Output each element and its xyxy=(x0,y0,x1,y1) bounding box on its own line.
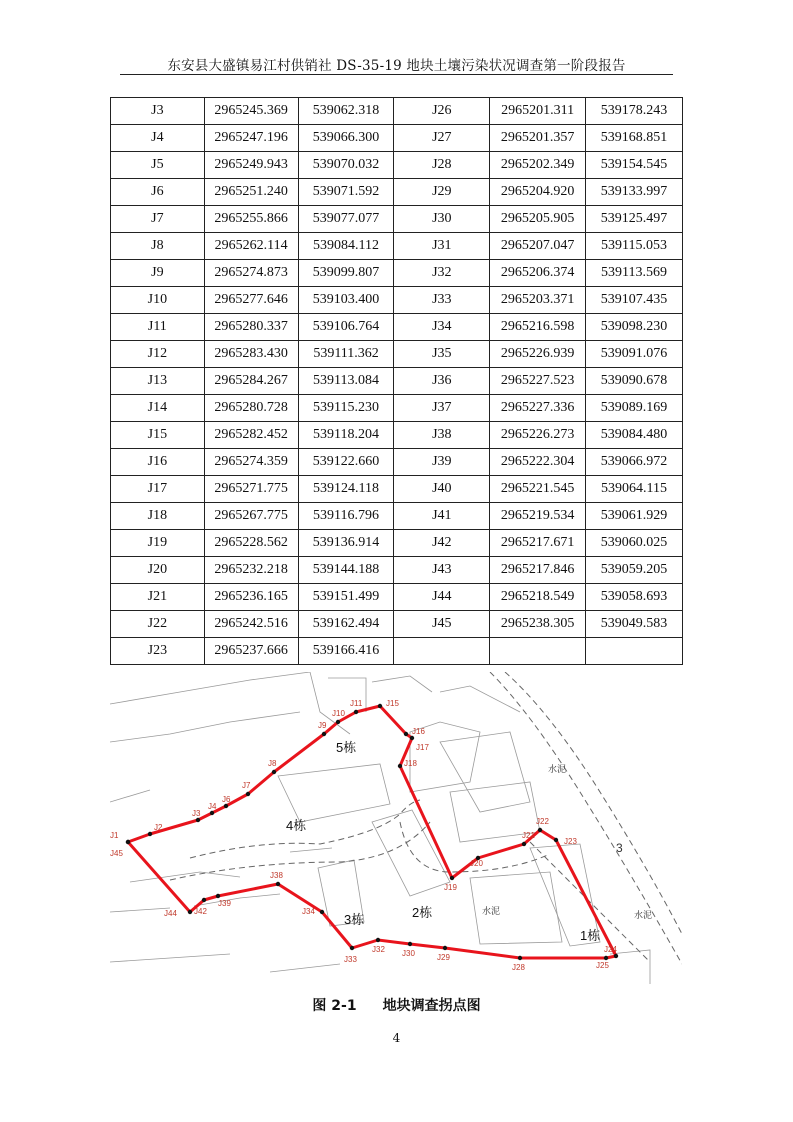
table-row xyxy=(111,476,683,503)
point-id-cell: J34 xyxy=(394,314,490,341)
boundary-point-j17 xyxy=(410,736,414,740)
y-coordinate-cell: 539115.230 xyxy=(298,395,394,422)
y-coordinate-cell: 539144.188 xyxy=(298,557,394,584)
building-label-4: 4栋 xyxy=(286,818,307,833)
y-coordinate-cell: 539071.592 xyxy=(298,179,394,206)
point-label-j29: J29 xyxy=(437,953,450,962)
point-id-cell: J29 xyxy=(394,179,490,206)
map-label-cement-3: 水泥 xyxy=(634,910,653,920)
point-label-j39: J39 xyxy=(218,899,231,908)
point-label-j6: J6 xyxy=(222,795,231,804)
point-label-j2: J2 xyxy=(154,823,163,832)
x-coordinate-cell: 2965267.775 xyxy=(204,503,298,530)
boundary-point-j22 xyxy=(538,828,542,832)
point-id-cell: J5 xyxy=(111,152,205,179)
x-coordinate-cell: 2965202.349 xyxy=(490,152,586,179)
x-coordinate-cell: 2965277.646 xyxy=(204,287,298,314)
point-id-cell: J43 xyxy=(394,557,490,584)
boundary-point-j39 xyxy=(216,894,220,898)
map-label-number: 3 xyxy=(616,841,623,855)
y-coordinate-cell: 539084.112 xyxy=(298,233,394,260)
table-row xyxy=(111,449,683,476)
point-id-cell: J30 xyxy=(394,206,490,233)
x-coordinate-cell: 2965203.371 xyxy=(490,287,586,314)
x-coordinate-cell: 2965227.336 xyxy=(490,395,586,422)
y-coordinate-cell: 539111.362 xyxy=(298,341,394,368)
boundary-point-j45 xyxy=(126,840,130,844)
y-coordinate-cell: 539122.660 xyxy=(298,449,394,476)
y-coordinate-cell: 539168.851 xyxy=(586,125,683,152)
building-label-3: 3栋 xyxy=(344,912,365,927)
point-label-j24: J24 xyxy=(604,945,617,954)
x-coordinate-cell: 2965280.728 xyxy=(204,395,298,422)
x-coordinate-cell: 2965217.671 xyxy=(490,530,586,557)
point-id-cell: J32 xyxy=(394,260,490,287)
point-label-j21: J21 xyxy=(522,831,535,840)
point-id-cell: J37 xyxy=(394,395,490,422)
y-coordinate-cell: 539125.497 xyxy=(586,206,683,233)
y-coordinate-cell: 539178.243 xyxy=(586,98,683,125)
y-coordinate-cell: 539116.796 xyxy=(298,503,394,530)
table-row xyxy=(111,287,683,314)
point-label-j16: J16 xyxy=(412,727,425,736)
boundary-point-j32 xyxy=(376,938,380,942)
point-label-j18: J18 xyxy=(404,759,417,768)
point-id-cell: J19 xyxy=(111,530,205,557)
point-id-cell: J22 xyxy=(111,611,205,638)
x-coordinate-cell: 2965221.545 xyxy=(490,476,586,503)
x-coordinate-cell: 2965226.939 xyxy=(490,341,586,368)
boundary-point-j6 xyxy=(224,804,228,808)
x-coordinate-cell: 2965205.905 xyxy=(490,206,586,233)
boundary-point-j8 xyxy=(272,770,276,774)
table-row xyxy=(111,530,683,557)
boundary-point-j34 xyxy=(320,910,324,914)
point-id-cell: J42 xyxy=(394,530,490,557)
boundary-point-j23 xyxy=(554,838,558,842)
y-coordinate-cell: 539064.115 xyxy=(586,476,683,503)
x-coordinate-cell: 2965201.357 xyxy=(490,125,586,152)
x-coordinate-cell: 2965236.165 xyxy=(204,584,298,611)
point-label-j15: J15 xyxy=(386,699,399,708)
y-coordinate-cell xyxy=(586,638,683,665)
point-id-cell: J3 xyxy=(111,98,205,125)
y-coordinate-cell: 539059.205 xyxy=(586,557,683,584)
boundary-point-j7 xyxy=(246,792,250,796)
y-coordinate-cell: 539107.435 xyxy=(586,287,683,314)
y-coordinate-cell: 539077.077 xyxy=(298,206,394,233)
x-coordinate-cell: 2965274.873 xyxy=(204,260,298,287)
point-label-j7: J7 xyxy=(242,781,251,790)
boundary-point-j16 xyxy=(404,732,408,736)
x-coordinate-cell: 2965206.374 xyxy=(490,260,586,287)
point-label-j42: J42 xyxy=(194,907,207,916)
point-id-cell: J28 xyxy=(394,152,490,179)
point-id-cell: J6 xyxy=(111,179,205,206)
x-coordinate-cell: 2965262.114 xyxy=(204,233,298,260)
y-coordinate-cell: 539115.053 xyxy=(586,233,683,260)
x-coordinate-cell: 2965255.866 xyxy=(204,206,298,233)
point-id-cell: J38 xyxy=(394,422,490,449)
point-id-cell: J21 xyxy=(111,584,205,611)
table-row xyxy=(111,395,683,422)
y-coordinate-cell: 539162.494 xyxy=(298,611,394,638)
boundary-point-j24 xyxy=(614,954,618,958)
point-id-cell: J15 xyxy=(111,422,205,449)
y-coordinate-cell: 539113.084 xyxy=(298,368,394,395)
point-id-cell: J13 xyxy=(111,368,205,395)
x-coordinate-cell: 2965226.273 xyxy=(490,422,586,449)
x-coordinate-cell: 2965227.523 xyxy=(490,368,586,395)
boundary-point-j28 xyxy=(518,956,522,960)
table-row xyxy=(111,233,683,260)
point-id-cell: J12 xyxy=(111,341,205,368)
x-coordinate-cell: 2965237.666 xyxy=(204,638,298,665)
y-coordinate-cell: 539058.693 xyxy=(586,584,683,611)
point-label-j17: J17 xyxy=(416,743,429,752)
x-coordinate-cell: 2965274.359 xyxy=(204,449,298,476)
table-row xyxy=(111,314,683,341)
point-label-j32: J32 xyxy=(372,945,385,954)
y-coordinate-cell: 539066.972 xyxy=(586,449,683,476)
point-label-j30: J30 xyxy=(402,949,415,958)
boundary-point-j29 xyxy=(443,946,447,950)
point-id-cell: J26 xyxy=(394,98,490,125)
point-id-cell: J14 xyxy=(111,395,205,422)
point-label-j22: J22 xyxy=(536,817,549,826)
point-id-cell: J36 xyxy=(394,368,490,395)
point-label-j4: J4 xyxy=(208,802,217,811)
point-id-cell: J4 xyxy=(111,125,205,152)
y-coordinate-cell: 539113.569 xyxy=(586,260,683,287)
boundary-point-j15 xyxy=(378,704,382,708)
point-label-j38: J38 xyxy=(270,871,283,880)
x-coordinate-cell: 2965201.311 xyxy=(490,98,586,125)
page-header: 东安县大盛镇易江村供销社 DS-35-19 地块土壤污染状况调查第一阶段报告 xyxy=(167,58,626,74)
x-coordinate-cell: 2965217.846 xyxy=(490,557,586,584)
x-coordinate-cell: 2965271.775 xyxy=(204,476,298,503)
point-id-cell: J11 xyxy=(111,314,205,341)
point-id-cell: J45 xyxy=(394,611,490,638)
x-coordinate-cell: 2965242.516 xyxy=(204,611,298,638)
boundary-point-j3 xyxy=(196,818,200,822)
x-coordinate-cell: 2965228.562 xyxy=(204,530,298,557)
point-label-j3: J3 xyxy=(192,809,201,818)
point-id-cell: J18 xyxy=(111,503,205,530)
figure-caption xyxy=(0,995,793,1015)
y-coordinate-cell: 539099.807 xyxy=(298,260,394,287)
table-row xyxy=(111,557,683,584)
point-id-cell: J41 xyxy=(394,503,490,530)
boundary-point-j9 xyxy=(322,732,326,736)
map-label-cement-1: 水泥 xyxy=(548,764,567,774)
point-label-j19: J19 xyxy=(444,883,457,892)
table-row xyxy=(111,422,683,449)
x-coordinate-cell: 2965218.549 xyxy=(490,584,586,611)
boundary-point-j18 xyxy=(398,764,402,768)
table-row xyxy=(111,125,683,152)
table-row xyxy=(111,206,683,233)
x-coordinate-cell: 2965249.943 xyxy=(204,152,298,179)
point-id-cell: J9 xyxy=(111,260,205,287)
boundary-points xyxy=(110,699,618,972)
building-label-1: 1栋 xyxy=(580,928,601,943)
boundary-point-j10 xyxy=(336,720,340,724)
point-id-cell: J8 xyxy=(111,233,205,260)
point-id-cell: J16 xyxy=(111,449,205,476)
point-label-j45: J45 xyxy=(110,849,123,858)
y-coordinate-cell: 539084.480 xyxy=(586,422,683,449)
parcel-boundary xyxy=(128,706,616,958)
boundary-point-j33 xyxy=(350,946,354,950)
point-label-j1: J1 xyxy=(110,831,119,840)
point-id-cell: J23 xyxy=(111,638,205,665)
point-label-j8: J8 xyxy=(268,759,277,768)
y-coordinate-cell: 539151.499 xyxy=(298,584,394,611)
header-rule xyxy=(120,74,673,75)
point-id-cell: J31 xyxy=(394,233,490,260)
point-label-j10: J10 xyxy=(332,709,345,718)
x-coordinate-cell: 2965216.598 xyxy=(490,314,586,341)
point-id-cell: J33 xyxy=(394,287,490,314)
x-coordinate-cell: 2965247.196 xyxy=(204,125,298,152)
y-coordinate-cell: 539049.583 xyxy=(586,611,683,638)
y-coordinate-cell: 539066.300 xyxy=(298,125,394,152)
y-coordinate-cell: 539089.169 xyxy=(586,395,683,422)
boundary-point-j30 xyxy=(408,942,412,946)
x-coordinate-cell: 2965284.267 xyxy=(204,368,298,395)
building-label-5: 5栋 xyxy=(336,740,357,755)
y-coordinate-cell: 539118.204 xyxy=(298,422,394,449)
y-coordinate-cell: 539090.678 xyxy=(586,368,683,395)
point-label-j33: J33 xyxy=(344,955,357,964)
y-coordinate-cell: 539060.025 xyxy=(586,530,683,557)
x-coordinate-cell: 2965207.047 xyxy=(490,233,586,260)
point-id-cell: J10 xyxy=(111,287,205,314)
table-row xyxy=(111,152,683,179)
x-coordinate-cell: 2965222.304 xyxy=(490,449,586,476)
coordinate-table xyxy=(110,97,683,665)
table-row xyxy=(111,584,683,611)
boundary-point-j25 xyxy=(604,956,608,960)
point-label-j44: J44 xyxy=(164,909,177,918)
y-coordinate-cell: 539124.118 xyxy=(298,476,394,503)
point-label-j9: J9 xyxy=(318,721,327,730)
point-id-cell xyxy=(394,638,490,665)
x-coordinate-cell: 2965282.452 xyxy=(204,422,298,449)
table-row xyxy=(111,341,683,368)
boundary-point-j42 xyxy=(202,898,206,902)
map-label-cement-2: 水泥 xyxy=(482,906,501,916)
figure-title: 地块调查拐点图 xyxy=(382,998,481,1014)
point-label-j34: J34 xyxy=(302,907,315,916)
x-coordinate-cell: 2965280.337 xyxy=(204,314,298,341)
table-row xyxy=(111,638,683,665)
boundary-point-j4 xyxy=(210,811,214,815)
point-id-cell: J17 xyxy=(111,476,205,503)
x-coordinate-cell: 2965204.920 xyxy=(490,179,586,206)
point-label-j20: J20 xyxy=(470,859,483,868)
point-id-cell: J27 xyxy=(394,125,490,152)
y-coordinate-cell: 539091.076 xyxy=(586,341,683,368)
dashed-roads xyxy=(170,672,682,964)
figure-number: 图 2-1 xyxy=(312,998,357,1014)
point-label-j11: J11 xyxy=(350,699,363,708)
table-row xyxy=(111,260,683,287)
y-coordinate-cell: 539103.400 xyxy=(298,287,394,314)
boundary-point-j38 xyxy=(276,882,280,886)
boundary-point-j2 xyxy=(148,832,152,836)
point-id-cell: J40 xyxy=(394,476,490,503)
building-label-2: 2栋 xyxy=(412,905,433,920)
point-id-cell: J44 xyxy=(394,584,490,611)
point-label-j25: J25 xyxy=(596,961,609,970)
x-coordinate-cell: 2965232.218 xyxy=(204,557,298,584)
y-coordinate-cell: 539133.997 xyxy=(586,179,683,206)
x-coordinate-cell: 2965283.430 xyxy=(204,341,298,368)
boundary-point-j21 xyxy=(522,842,526,846)
table-row xyxy=(111,179,683,206)
y-coordinate-cell: 539061.929 xyxy=(586,503,683,530)
y-coordinate-cell: 539136.914 xyxy=(298,530,394,557)
boundary-point-j19 xyxy=(450,876,454,880)
table-row xyxy=(111,98,683,125)
x-coordinate-cell: 2965245.369 xyxy=(204,98,298,125)
y-coordinate-cell: 539106.764 xyxy=(298,314,394,341)
map-background xyxy=(110,672,653,984)
point-label-j23: J23 xyxy=(564,837,577,846)
y-coordinate-cell: 539166.416 xyxy=(298,638,394,665)
table-row xyxy=(111,368,683,395)
parcel-map xyxy=(110,672,682,984)
x-coordinate-cell: 2965219.534 xyxy=(490,503,586,530)
boundary-point-j11 xyxy=(354,710,358,714)
table-row xyxy=(111,503,683,530)
y-coordinate-cell: 539062.318 xyxy=(298,98,394,125)
point-label-j28: J28 xyxy=(512,963,525,972)
table-row xyxy=(111,611,683,638)
x-coordinate-cell xyxy=(490,638,586,665)
y-coordinate-cell: 539070.032 xyxy=(298,152,394,179)
x-coordinate-cell: 2965238.305 xyxy=(490,611,586,638)
boundary-point-j44 xyxy=(188,910,192,914)
y-coordinate-cell: 539098.230 xyxy=(586,314,683,341)
page-number: 4 xyxy=(392,1031,401,1045)
y-coordinate-cell: 539154.545 xyxy=(586,152,683,179)
point-id-cell: J39 xyxy=(394,449,490,476)
point-id-cell: J20 xyxy=(111,557,205,584)
point-id-cell: J35 xyxy=(394,341,490,368)
point-id-cell: J7 xyxy=(111,206,205,233)
x-coordinate-cell: 2965251.240 xyxy=(204,179,298,206)
